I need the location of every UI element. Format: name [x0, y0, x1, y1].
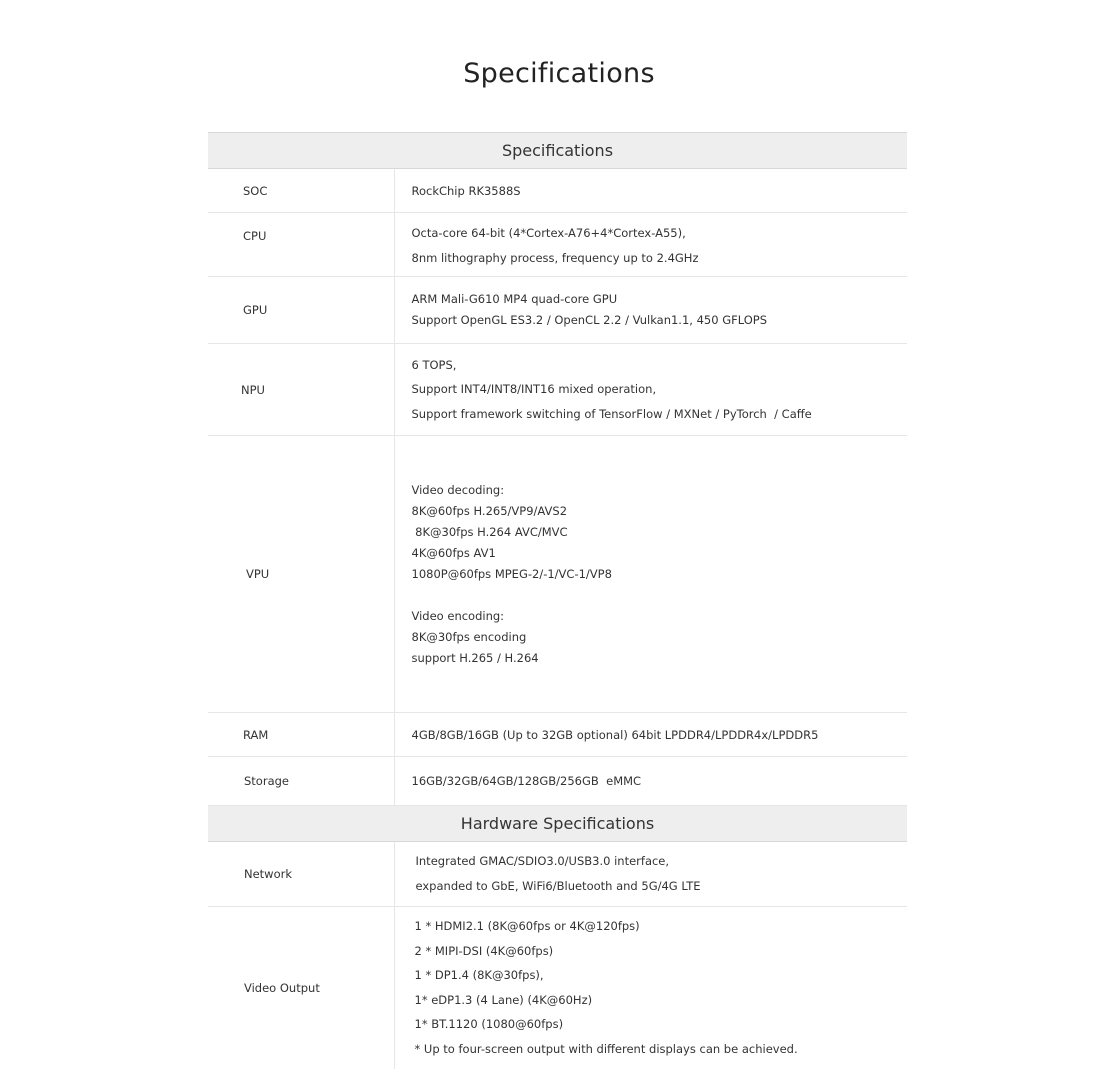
spec-value-line: RockChip RK3588S: [411, 184, 521, 198]
spec-value-line: 8K@60fps H.265/VP9/AVS2: [411, 503, 568, 518]
spec-value-line: 8K@30fps encoding: [411, 629, 527, 644]
spec-value-line: Integrated GMAC/SDIO3.0/USB3.0 interface,: [415, 854, 670, 868]
spec-value-line: 1 * DP1.4 (8K@30fps),: [414, 968, 544, 983]
spec-row-ram: [208, 713, 907, 757]
spec-label: Network: [208, 842, 394, 907]
spec-row-soc: [208, 169, 907, 213]
spec-value-line: 2 * MIPI-DSI (4K@60fps): [414, 943, 554, 958]
spec-table: [208, 132, 907, 1069]
spec-value-line: 4K@60fps AV1: [411, 545, 496, 560]
spec-value-line: 1* BT.1120 (1080@60fps): [414, 1017, 564, 1032]
spec-value-line: 16GB/32GB/64GB/128GB/256GB eMMC: [411, 774, 642, 788]
section-heading: Specifications: [208, 133, 907, 169]
spec-value: [394, 344, 907, 436]
spec-value-line: Video encoding:: [411, 608, 505, 623]
section-heading: Hardware Specifications: [208, 806, 907, 842]
spec-value: [394, 436, 907, 713]
spec-label: GPU: [208, 277, 394, 344]
spec-value: [394, 757, 907, 806]
spec-value: [394, 842, 907, 907]
spec-row-network: [208, 842, 907, 907]
spec-value-line: 1 * HDMI2.1 (8K@60fps or 4K@120fps): [414, 919, 640, 934]
spec-value-line: [412, 585, 908, 606]
section-header: [208, 806, 907, 842]
spec-label: VPU: [208, 436, 394, 713]
spec-value-line: expanded to GbE, WiFi6/Bluetooth and 5G/4G LTE: [415, 879, 701, 893]
spec-value-line: 8K@30fps H.264 AVC/MVC: [411, 524, 568, 539]
spec-value-line: support H.265 / H.264: [411, 650, 539, 665]
spec-row-vpu: [208, 436, 907, 713]
spec-value-line: Support OpenGL ES3.2 / OpenCL 2.2 / Vulkan1.1, 450 GFLOPS: [411, 313, 768, 327]
spec-value-line: Support framework switching of TensorFlow / MXNet / PyTorch / Caffe: [411, 406, 812, 421]
spec-row-npu: [208, 344, 907, 436]
spec-value: [394, 169, 907, 213]
spec-label: Video Output: [208, 907, 394, 1069]
spec-value-line: Octa-core 64-bit (4*Cortex-A76+4*Cortex-A55),: [411, 225, 686, 240]
spec-value-line: ARM Mali-G610 MP4 quad-core GPU: [411, 292, 618, 306]
section-header: [208, 133, 907, 169]
spec-value-line: 8nm lithography process, frequency up to 2.4GHz: [411, 250, 699, 265]
spec-row-storage: [208, 757, 907, 806]
spec-value: [394, 907, 907, 1069]
spec-value: [394, 713, 907, 757]
spec-value-line: Video decoding:: [411, 482, 505, 497]
spec-value-line: 4GB/8GB/16GB (Up to 32GB optional) 64bit LPDDR4/LPDDR4x/LPDDR5: [411, 727, 819, 742]
spec-value: [394, 213, 907, 277]
spec-label: CPU: [208, 213, 394, 277]
spec-label: SOC: [208, 169, 394, 213]
spec-value-line: Support INT4/INT8/INT16 mixed operation,: [411, 382, 657, 397]
spec-value: [394, 277, 907, 344]
spec-label: Storage: [208, 757, 394, 806]
spec-value-line: 6 TOPS,: [411, 357, 457, 372]
spec-label: RAM: [208, 713, 394, 757]
page-title: Specifications: [463, 58, 655, 89]
spec-row-cpu: [208, 213, 907, 277]
spec-value-line: 1* eDP1.3 (4 Lane) (4K@60Hz): [414, 992, 593, 1007]
spec-label: NPU: [208, 344, 394, 436]
spec-value-line: 1080P@60fps MPEG-2/-1/VC-1/VP8: [411, 566, 612, 581]
spec-value-line: * Up to four-screen output with different displays can be achieved.: [414, 1041, 798, 1056]
spec-row-gpu: [208, 277, 907, 344]
spec-row-video-output: [208, 907, 907, 1069]
